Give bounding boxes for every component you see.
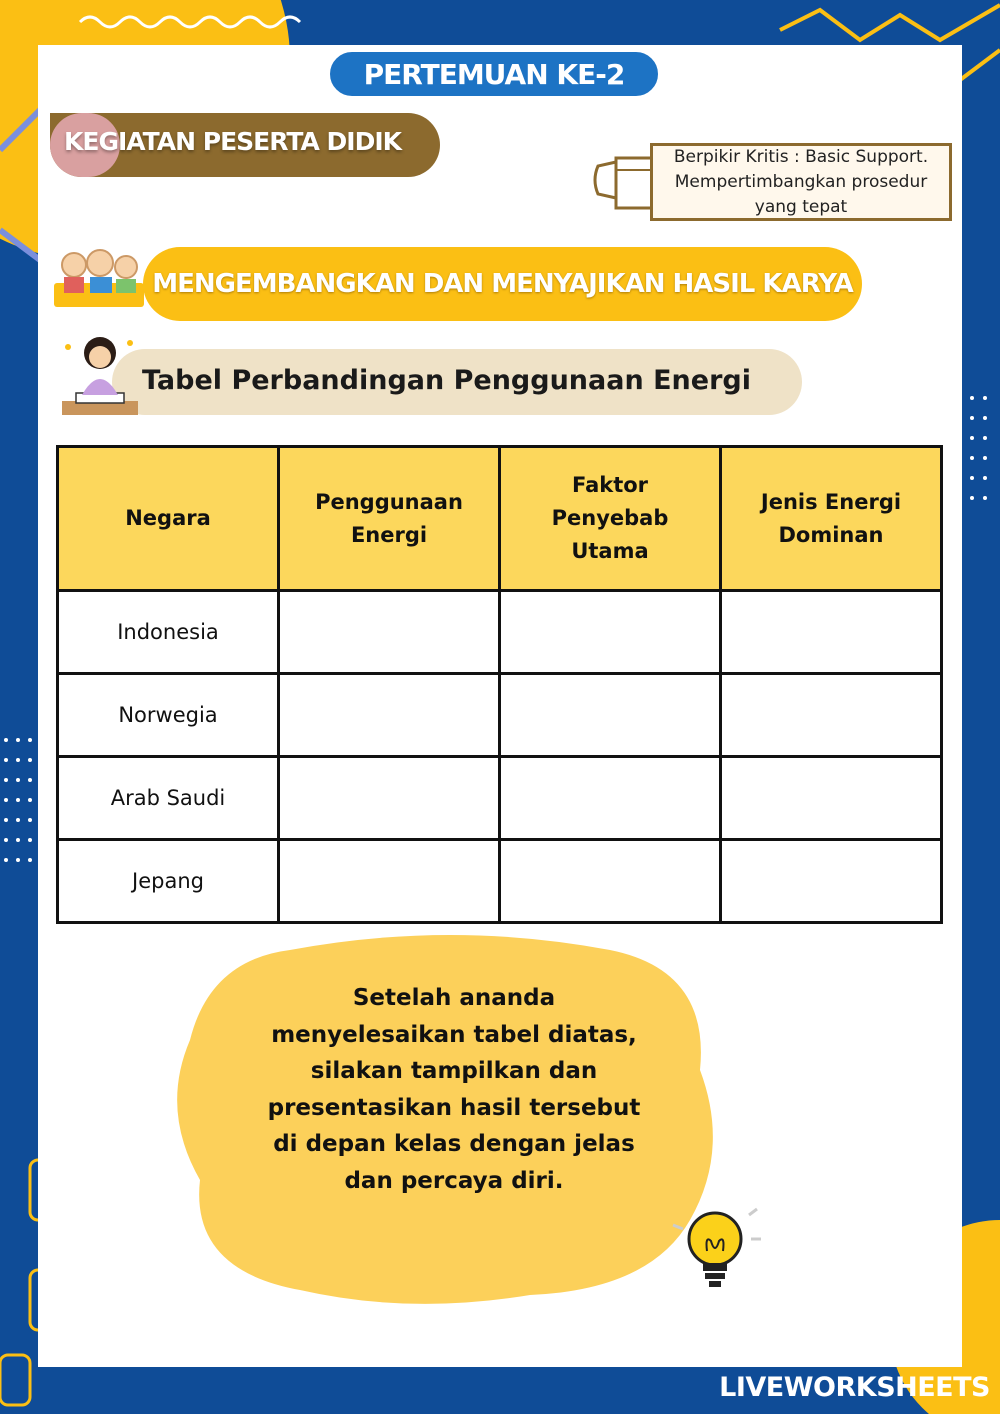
main-factor-cell[interactable] [500,591,721,674]
footer-brand: LIVEWORKSHEETS [719,1372,990,1403]
main-factor-cell[interactable] [500,757,721,840]
column-header [721,447,942,591]
country-cell: Norwegia [58,674,279,757]
binder-clip-icon [590,150,654,214]
students-group-icon [52,243,148,313]
student-writing-icon [58,333,142,421]
column-header-text: Jenis Energi Dominan [760,489,902,547]
main-factor-cell[interactable] [500,840,721,923]
activity-banner [50,113,440,177]
table-row [58,591,942,674]
instruction-text: Setelah ananda menyelesaikan tabel diatas, silakan tampilkan dan presentasikan hasil tersebut di depan kelas dengan jelas dan percaya diri. [267,985,641,1194]
table-header-row [58,447,942,591]
energy-usage-cell[interactable] [279,757,500,840]
table-row [58,674,942,757]
dominant-energy-cell[interactable] [721,674,942,757]
table-title-pill [112,349,802,415]
column-header-text: Penggunaan Energi [315,489,463,547]
column-header [279,447,500,591]
lightbulb-icon [665,1195,761,1299]
main-factor-cell[interactable] [500,674,721,757]
column-header [500,447,721,591]
energy-usage-cell[interactable] [279,591,500,674]
critical-thinking-note: Berpikir Kritis : Basic Support. Mempertimbangkan prosedur yang tepat [650,143,952,221]
dominant-energy-cell[interactable] [721,840,942,923]
page-title: PERTEMUAN KE-2 [327,49,661,99]
table-row [58,757,942,840]
column-header: Negara [58,447,279,591]
comparison-table [56,445,943,924]
table-title: Tabel Perbandingan Penggunaan Energi [142,365,751,396]
column-header-text: Faktor Penyebab Utama [551,473,669,563]
dominant-energy-cell[interactable] [721,757,942,840]
table-row [58,840,942,923]
country-cell: Arab Saudi [58,757,279,840]
country-cell: Indonesia [58,591,279,674]
country-cell: Jepang [58,840,279,923]
energy-usage-cell[interactable] [279,840,500,923]
energy-usage-cell[interactable] [279,674,500,757]
dominant-energy-cell[interactable] [721,591,942,674]
activity-label: KEGIATAN PESERTA DIDIK [64,127,402,156]
section-heading: MENGEMBANGKAN DAN MENYAJIKAN HASIL KARYA [143,247,862,321]
